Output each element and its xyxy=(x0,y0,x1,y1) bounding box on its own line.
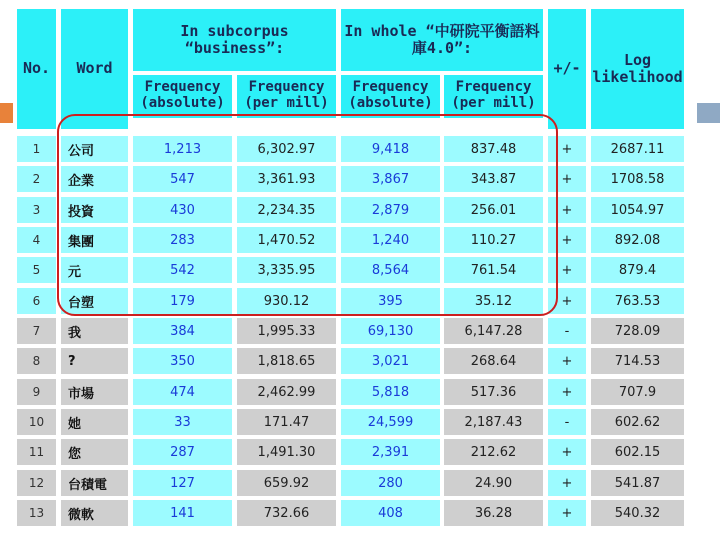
cell-sign: + xyxy=(548,166,586,192)
cell-whole-freq-abs: 9,418 xyxy=(341,136,440,162)
cell-sub-freq-mill: 1,818.65 xyxy=(237,348,336,374)
cell-sign: + xyxy=(548,470,586,496)
cell-whole-freq-abs: 2,391 xyxy=(341,439,440,465)
cell-word: 她 xyxy=(61,409,128,435)
cell-whole-freq-mill: 36.28 xyxy=(444,500,543,526)
cell-word: 市場 xyxy=(61,379,128,405)
cell-no: 5 xyxy=(17,257,56,283)
header-sub-freq-abs: Frequency (absolute) xyxy=(133,75,232,118)
cell-sign: + xyxy=(548,348,586,374)
cell-sign: + xyxy=(548,227,586,253)
cell-sub-freq-mill: 171.47 xyxy=(237,409,336,435)
header-whole-freq-mill: Frequency (per mill) xyxy=(444,75,543,118)
cell-whole-freq-mill: 268.64 xyxy=(444,348,543,374)
cell-sub-freq-abs: 547 xyxy=(133,166,232,192)
decor-bar-right xyxy=(697,103,720,123)
cell-log-likelihood: 879.4 xyxy=(591,257,684,283)
cell-whole-freq-mill: 212.62 xyxy=(444,439,543,465)
cell-sign: + xyxy=(548,500,586,526)
cell-whole-freq-abs: 1,240 xyxy=(341,227,440,253)
cell-sub-freq-mill: 2,234.35 xyxy=(237,197,336,223)
cell-word: 公司 xyxy=(61,136,128,162)
cell-sign: + xyxy=(548,257,586,283)
cell-sub-freq-abs: 430 xyxy=(133,197,232,223)
decor-bar-left xyxy=(0,103,13,123)
cell-whole-freq-abs: 408 xyxy=(341,500,440,526)
cell-sign: + xyxy=(548,439,586,465)
cell-sub-freq-mill: 659.92 xyxy=(237,470,336,496)
cell-whole-freq-abs: 3,867 xyxy=(341,166,440,192)
cell-word: 微軟 xyxy=(61,500,128,526)
cell-whole-freq-mill: 35.12 xyxy=(444,288,543,314)
cell-no: 1 xyxy=(17,136,56,162)
cell-no: 12 xyxy=(17,470,56,496)
cell-no: 6 xyxy=(17,288,56,314)
cell-sub-freq-abs: 283 xyxy=(133,227,232,253)
cell-word: 元 xyxy=(61,257,128,283)
cell-sub-freq-abs: 1,213 xyxy=(133,136,232,162)
cell-sub-freq-abs: 350 xyxy=(133,348,232,374)
cell-sub-freq-mill: 732.66 xyxy=(237,500,336,526)
cell-whole-freq-abs: 3,021 xyxy=(341,348,440,374)
cell-no: 13 xyxy=(17,500,56,526)
cell-sub-freq-abs: 542 xyxy=(133,257,232,283)
cell-no: 10 xyxy=(17,409,56,435)
cell-sub-freq-abs: 384 xyxy=(133,318,232,344)
cell-no: 9 xyxy=(17,379,56,405)
highlight-box xyxy=(57,114,558,316)
cell-sign: - xyxy=(548,318,586,344)
header-whole-freq-abs: Frequency (absolute) xyxy=(341,75,440,118)
cell-word: ? xyxy=(61,348,128,374)
cell-log-likelihood: 763.53 xyxy=(591,288,684,314)
cell-word: 台積電 xyxy=(61,470,128,496)
cell-sub-freq-abs: 141 xyxy=(133,500,232,526)
cell-log-likelihood: 707.9 xyxy=(591,379,684,405)
cell-whole-freq-mill: 761.54 xyxy=(444,257,543,283)
cell-sign: + xyxy=(548,136,586,162)
cell-sub-freq-abs: 179 xyxy=(133,288,232,314)
cell-log-likelihood: 2687.11 xyxy=(591,136,684,162)
cell-whole-freq-abs: 2,879 xyxy=(341,197,440,223)
cell-log-likelihood: 728.09 xyxy=(591,318,684,344)
cell-sub-freq-abs: 474 xyxy=(133,379,232,405)
cell-log-likelihood: 541.87 xyxy=(591,470,684,496)
cell-no: 2 xyxy=(17,166,56,192)
cell-whole-freq-mill: 6,147.28 xyxy=(444,318,543,344)
cell-sign: + xyxy=(548,288,586,314)
cell-whole-freq-mill: 24.90 xyxy=(444,470,543,496)
cell-sub-freq-abs: 287 xyxy=(133,439,232,465)
cell-word: 投資 xyxy=(61,197,128,223)
cell-sub-freq-mill: 2,462.99 xyxy=(237,379,336,405)
cell-sub-freq-mill: 1,995.33 xyxy=(237,318,336,344)
header-word: Word xyxy=(61,9,128,129)
cell-sub-freq-mill: 1,470.52 xyxy=(237,227,336,253)
cell-whole-freq-abs: 69,130 xyxy=(341,318,440,344)
cell-log-likelihood: 540.32 xyxy=(591,500,684,526)
header-log-likelihood: Log likelihood xyxy=(591,9,684,129)
header-sign: +/- xyxy=(548,9,586,129)
cell-sub-freq-abs: 33 xyxy=(133,409,232,435)
cell-no: 3 xyxy=(17,197,56,223)
cell-sub-freq-mill: 6,302.97 xyxy=(237,136,336,162)
cell-no: 7 xyxy=(17,318,56,344)
cell-word: 您 xyxy=(61,439,128,465)
cell-log-likelihood: 602.15 xyxy=(591,439,684,465)
cell-word: 企業 xyxy=(61,166,128,192)
cell-sub-freq-mill: 3,361.93 xyxy=(237,166,336,192)
cell-log-likelihood: 1708.58 xyxy=(591,166,684,192)
cell-whole-freq-mill: 110.27 xyxy=(444,227,543,253)
cell-sign: + xyxy=(548,197,586,223)
cell-whole-freq-abs: 280 xyxy=(341,470,440,496)
cell-whole-freq-abs: 395 xyxy=(341,288,440,314)
cell-word: 集團 xyxy=(61,227,128,253)
cell-whole-freq-abs: 5,818 xyxy=(341,379,440,405)
cell-sign: - xyxy=(548,409,586,435)
cell-whole-freq-abs: 24,599 xyxy=(341,409,440,435)
cell-log-likelihood: 892.08 xyxy=(591,227,684,253)
header-sub-freq-mill: Frequency (per mill) xyxy=(237,75,336,118)
cell-sub-freq-mill: 930.12 xyxy=(237,288,336,314)
header-subcorpus: In subcorpus “business”: xyxy=(133,9,336,71)
cell-whole-freq-mill: 2,187.43 xyxy=(444,409,543,435)
cell-no: 4 xyxy=(17,227,56,253)
cell-whole-freq-mill: 343.87 xyxy=(444,166,543,192)
cell-whole-freq-mill: 256.01 xyxy=(444,197,543,223)
cell-whole-freq-mill: 517.36 xyxy=(444,379,543,405)
cell-no: 11 xyxy=(17,439,56,465)
cell-log-likelihood: 602.62 xyxy=(591,409,684,435)
cell-word: 台塑 xyxy=(61,288,128,314)
cell-sub-freq-abs: 127 xyxy=(133,470,232,496)
cell-whole-freq-mill: 837.48 xyxy=(444,136,543,162)
cell-no: 8 xyxy=(17,348,56,374)
cell-log-likelihood: 1054.97 xyxy=(591,197,684,223)
header-no: No. xyxy=(17,9,56,129)
header-whole-corpus: In whole “中研院平衡語料庫4.0”: xyxy=(341,9,543,71)
cell-sub-freq-mill: 1,491.30 xyxy=(237,439,336,465)
cell-whole-freq-abs: 8,564 xyxy=(341,257,440,283)
cell-sub-freq-mill: 3,335.95 xyxy=(237,257,336,283)
cell-word: 我 xyxy=(61,318,128,344)
cell-sign: + xyxy=(548,379,586,405)
cell-log-likelihood: 714.53 xyxy=(591,348,684,374)
